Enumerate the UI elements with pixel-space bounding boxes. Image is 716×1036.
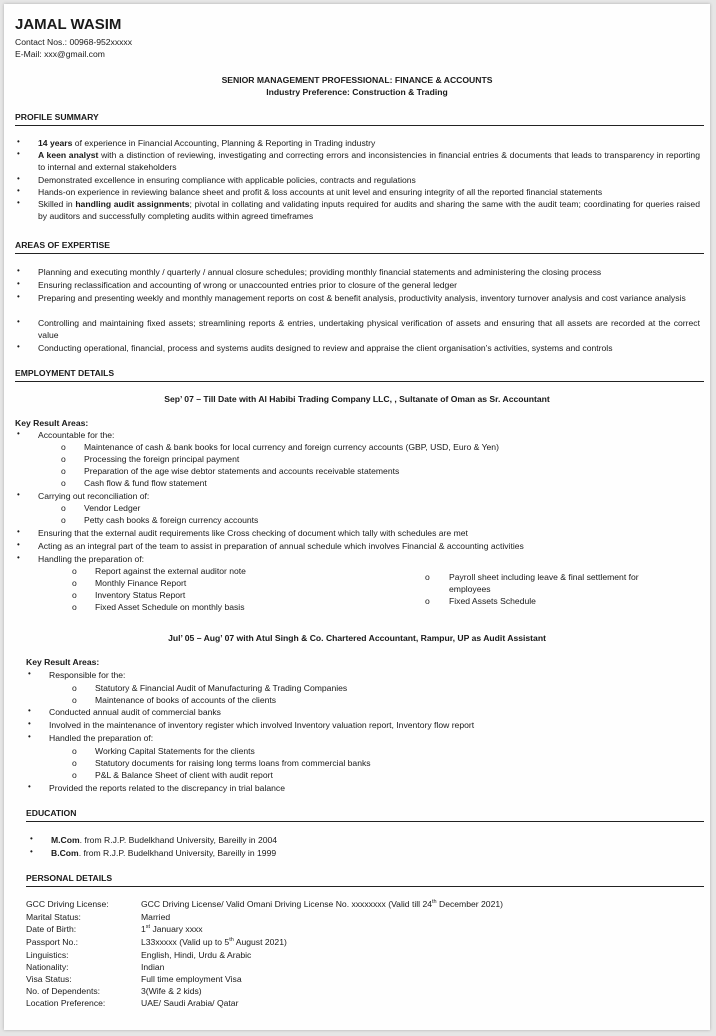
list-item: Conducted annual audit of commercial banks — [49, 707, 221, 717]
bullet-icon: • — [17, 137, 20, 146]
detail-value: Indian — [141, 962, 165, 972]
detail-label: Location Preference: — [26, 998, 106, 1008]
sub-bullet-icon: o — [72, 695, 77, 705]
bullet-icon: • — [28, 706, 31, 715]
email: E-Mail: xxx@gmail.com — [15, 49, 105, 59]
bullet-icon: • — [17, 186, 20, 195]
list-item: Ensuring reclassification and accounting of wrong or unaccounted entries prior to closure of the general ledger — [38, 280, 457, 290]
detail-label: Passport No.: — [26, 937, 79, 947]
sub-bullet-icon: o — [72, 578, 77, 588]
sub-bullet-icon: o — [61, 442, 66, 452]
list-item: 14 years of experience in Financial Accounting, Planning & Reporting in Trading industry — [38, 138, 376, 148]
detail-value: Full time employment Visa — [141, 974, 242, 984]
list-item: Ensuring that the external audit requirements like Cross checking of document which tally with schedules are met — [38, 528, 468, 538]
detail-value: 3(Wife & 2 kids) — [141, 986, 202, 996]
sub-list-item: Payroll sheet including leave & final settlement for — [449, 572, 639, 582]
list-item: Conducting operational, financial, process and systems audits designed to review and appraise the client organisation’s activities, systems and controls — [38, 343, 613, 353]
bullet-icon: • — [17, 540, 20, 549]
sub-bullet-icon: o — [72, 758, 77, 768]
list-item: B.Com. from R.J.P. Budelkhand University, Bareilly in 1999 — [51, 848, 277, 858]
detail-label: No. of Dependents: — [26, 986, 101, 996]
section-heading-profile: PROFILE SUMMARY — [15, 112, 99, 122]
contact-numbers: Contact Nos.: 00968-952xxxxx — [15, 37, 133, 47]
list-item: Acting as an integral part of the team to assist in preparation of annual schedule which involves Financial & accounting activities — [38, 541, 524, 551]
sub-list-item: Statutory & Financial Audit of Manufacturing & Trading Companies — [95, 683, 348, 693]
section-divider — [15, 253, 704, 254]
job-title-1: Sep’ 07 – Till Date with Al Habibi Trading Company LLC, , Sultanate of Oman as Sr. Accountant — [164, 394, 550, 404]
headline: SENIOR MANAGEMENT PROFESSIONAL: FINANCE & ACCOUNTS — [221, 75, 493, 85]
bullet-icon: • — [28, 719, 31, 728]
sub-list-item: Cash flow & fund flow statement — [84, 478, 207, 488]
industry-preference: Industry Preference: Construction & Trading — [266, 87, 448, 97]
section-heading-personal: PERSONAL DETAILS — [26, 873, 113, 883]
sub-bullet-icon: o — [72, 566, 77, 576]
sub-list-item: Report against the external auditor note — [95, 566, 246, 576]
detail-label: Date of Birth: — [26, 924, 77, 934]
job-title-2: Jul’ 05 – Aug’ 07 with Atul Singh & Co. Chartered Accountant, Rampur, UP as Audit Assistant — [168, 633, 546, 643]
bullet-icon: • — [17, 342, 20, 351]
bullet-icon: • — [17, 279, 20, 288]
section-heading-expertise: AREAS OF EXPERTISE — [15, 240, 111, 250]
candidate-name: JAMAL WASIM — [15, 16, 122, 33]
bullet-icon: • — [17, 149, 20, 158]
list-item: Accountable for the: — [38, 430, 115, 440]
bullet-icon: • — [17, 292, 20, 301]
sub-bullet-icon: o — [72, 683, 77, 693]
list-item: Planning and executing monthly / quarterly / annual closure schedules; providing monthly financial statements and administering the closing process — [38, 267, 602, 277]
resume-page — [4, 4, 710, 1030]
bullet-icon: • — [17, 174, 20, 183]
sub-list-item: P&L & Balance Sheet of client with audit report — [95, 770, 273, 780]
sub-list-item: Processing the foreign principal payment — [84, 454, 240, 464]
section-heading-education: EDUCATION — [26, 808, 77, 818]
sub-list-item: Working Capital Statements for the clients — [95, 746, 255, 756]
sub-list-item-continued: employees — [449, 584, 491, 594]
section-divider — [15, 125, 704, 126]
list-item: Handling the preparation of: — [38, 554, 145, 564]
list-item: Hands-on experience in reviewing balance sheet and profit & loss accounts at unit level and ensuring integrity of all the reported financial statements — [38, 187, 603, 197]
bullet-icon: • — [17, 266, 20, 275]
list-item: Handled the preparation of: — [49, 733, 154, 743]
sub-list-item: Inventory Status Report — [95, 590, 186, 600]
sub-list-item: Preparation of the age wise debtor statements and accounts receivable statements — [84, 466, 400, 476]
sub-list-item: Maintenance of books of accounts of the clients — [95, 695, 277, 705]
sub-bullet-icon: o — [61, 466, 66, 476]
bullet-icon: • — [30, 834, 33, 843]
detail-label: Visa Status: — [26, 974, 72, 984]
sub-bullet-icon: o — [72, 746, 77, 756]
list-item: Skilled in handling audit assignments; pivotal in collating and validating inputs required for audits and sharing the same with the audit team; coordinating for queries raised by auditors and successfully completing audits within agreed timeframes — [38, 199, 700, 221]
detail-label: Marital Status: — [26, 912, 81, 922]
sub-bullet-icon: o — [72, 590, 77, 600]
kra-heading: Key Result Areas: — [26, 657, 100, 667]
sub-bullet-icon: o — [425, 572, 430, 582]
sub-bullet-icon: o — [61, 515, 66, 525]
list-item: M.Com. from R.J.P. Budelkhand University, Bareilly in 2004 — [51, 835, 278, 845]
sub-list-item: Monthly Finance Report — [95, 578, 187, 588]
list-item: Controlling and maintaining fixed assets; streamlining reports & entries, undertaking physical verification of assets and ensuring that all assets are recorded at the correct value — [38, 318, 700, 340]
bullet-icon: • — [28, 782, 31, 791]
kra-heading: Key Result Areas: — [15, 418, 89, 428]
detail-value: English, Hindi, Urdu & Arabic — [141, 950, 252, 960]
bullet-icon: • — [17, 317, 20, 326]
list-item: Involved in the maintenance of inventory register which involved Inventory valuation report, Inventory flow report — [49, 720, 475, 730]
list-item: A keen analyst with a distinction of reviewing, investigating and correcting errors and inconsistencies in financial entries & documents that leads to transparency in reporting to internal and external stakeholders — [38, 150, 700, 172]
sub-list-item: Petty cash books & foreign currency accounts — [84, 515, 259, 525]
section-heading-employment: EMPLOYMENT DETAILS — [15, 368, 115, 378]
bullet-icon: • — [30, 847, 33, 856]
detail-value: Married — [141, 912, 171, 922]
list-item: Carrying out reconciliation of: — [38, 491, 150, 501]
section-divider — [26, 886, 704, 887]
sub-bullet-icon: o — [72, 770, 77, 780]
detail-value: GCC Driving License/ Valid Omani Driving License No. xxxxxxxx (Valid till 24th December 2021) — [141, 899, 504, 909]
sub-bullet-icon: o — [61, 454, 66, 464]
sub-bullet-icon: o — [61, 503, 66, 513]
bullet-icon: • — [17, 527, 20, 536]
section-divider — [26, 821, 704, 822]
list-item: Provided the reports related to the discrepancy in trial balance — [49, 783, 285, 793]
sub-list-item: Statutory documents for raising long terms loans from commercial banks — [95, 758, 371, 768]
detail-value: UAE/ Saudi Arabia/ Qatar — [141, 998, 239, 1008]
sub-list-item: Fixed Assets Schedule — [449, 596, 536, 606]
sub-bullet-icon: o — [61, 478, 66, 488]
list-item: Responsible for the: — [49, 670, 126, 680]
detail-value: L33xxxxx (Valid up to 5th August 2021) — [141, 937, 287, 947]
sub-list-item: Fixed Asset Schedule on monthly basis — [95, 602, 245, 612]
sub-bullet-icon: o — [72, 602, 77, 612]
detail-label: Nationality: — [26, 962, 69, 972]
bullet-icon: • — [28, 669, 31, 678]
detail-value: 1st January xxxx — [141, 924, 203, 934]
bullet-icon: • — [17, 553, 20, 562]
sub-bullet-icon: o — [425, 596, 430, 606]
bullet-icon: • — [28, 732, 31, 741]
list-item: Preparing and presenting weekly and monthly management reports on cost & benefit analysis, productivity analysis, inventory turnover analysis and cost variance analysis — [38, 293, 686, 303]
detail-label: GCC Driving License: — [26, 899, 109, 909]
bullet-icon: • — [17, 490, 20, 499]
detail-label: Linguistics: — [26, 950, 69, 960]
section-divider — [15, 381, 704, 382]
sub-list-item: Vendor Ledger — [84, 503, 141, 513]
sub-list-item: Maintenance of cash & bank books for local currency and foreign currency accounts (GBP, USD, Euro & Yen) — [84, 442, 499, 452]
bullet-icon: • — [17, 198, 20, 207]
list-item: Demonstrated excellence in ensuring compliance with applicable policies, contracts and regulations — [38, 175, 416, 185]
bullet-icon: • — [17, 429, 20, 438]
